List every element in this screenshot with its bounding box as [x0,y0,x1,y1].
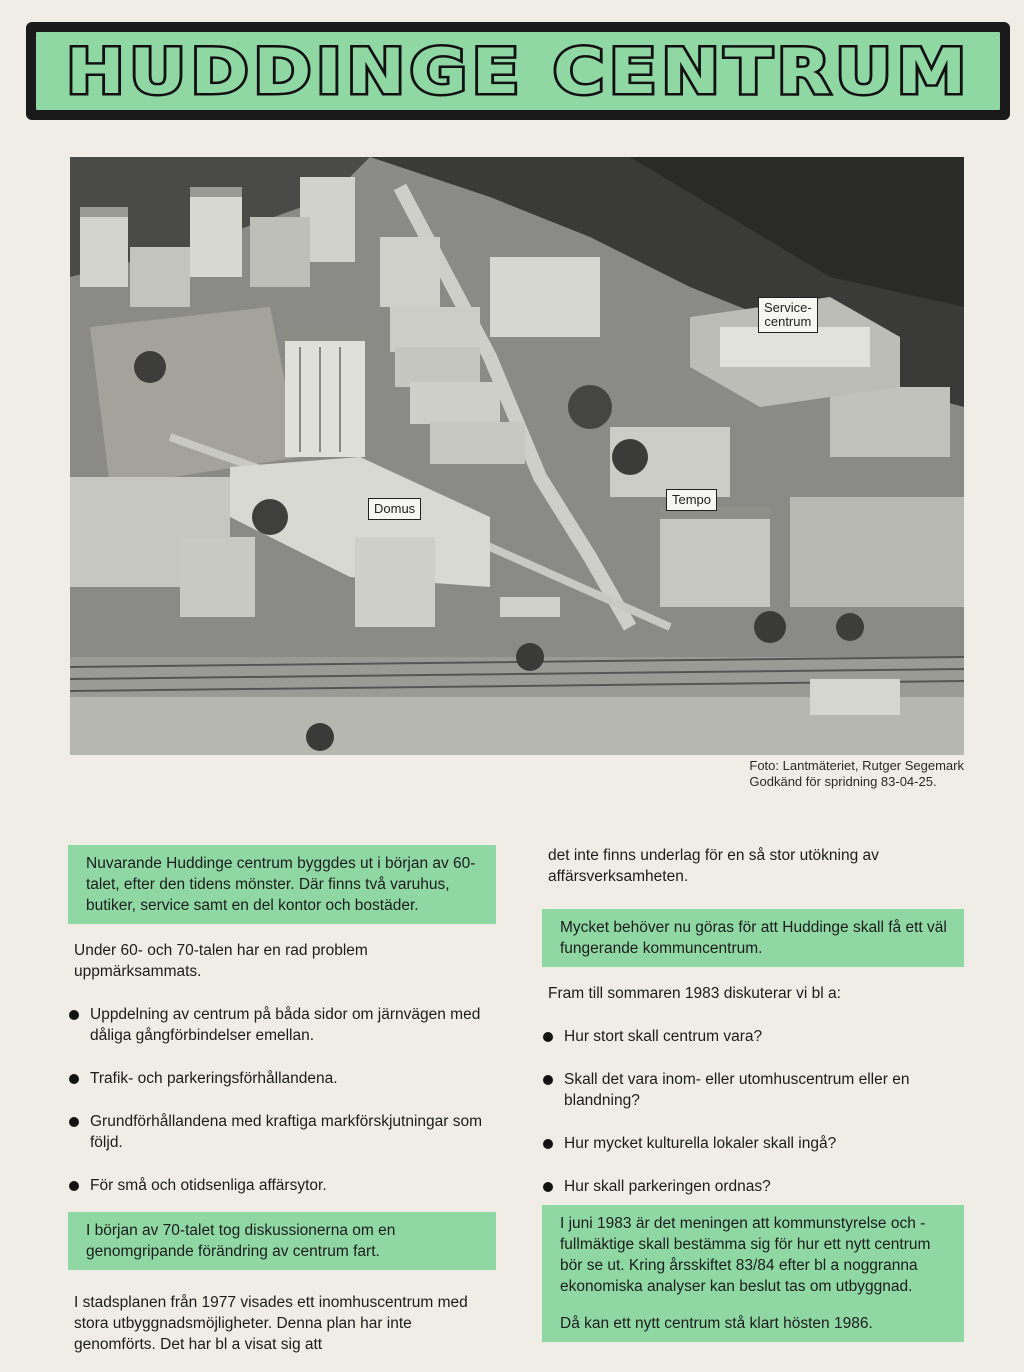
decision-text: I juni 1983 är det meningen att kommunstyrelse och -fullmäktige skall bestämma sig för hur ett nytt centrum bör se ut. Kring årsskiftet 83/84 efter bl a noggranna ekonomiska analyser kan beslut tas om utbyggnad. [560,1215,931,1295]
paragraph: I stadsplanen från 1977 visades ett inomhuscentrum med stora utbyggnadsmöjligheter. Denna plan har inte genomförts. Det har bl a visat sig att [74,1294,468,1353]
intro-box: Nuvarande Huddinge centrum byggdes ut i början av 60-talet, efter den tidens mönster. Där finns två varuhus, butiker, service samt en del kontor och bostäder. [68,845,496,924]
label-tempo: Tempo [666,489,717,511]
highlight-box: Mycket behöver nu göras för att Huddinge skall få ett väl fungerande kommuncentrum. [542,909,964,967]
aerial-photo [70,157,964,755]
label-service-centrum: Service- centrum [758,297,818,333]
photo-credit-line: Foto: Lantmäteriet, Rutger Segemark [749,758,964,773]
list-item: Hur stort skall centrum vara? [542,1026,964,1047]
photo-approval-line: Godkänd för spridning 83-04-25. [749,774,937,789]
label-domus: Domus [368,498,421,520]
photo-credit [749,758,964,790]
problem-list [68,1004,496,1196]
list-item: Hur skall parkeringen ordnas? [542,1176,964,1197]
title-banner [26,22,1010,120]
page-title: HUDDINGE CENTRUM [65,34,971,108]
completion-text: Då kan ett nytt centrum stå klart hösten 1986. [560,1315,873,1332]
list-item: Grundförhållandena med kraftiga markförskjutningar som följd. [68,1111,496,1153]
paragraph: Under 60- och 70-talen har en rad problem uppmärksammats. [74,942,368,980]
list-item: För små och otidsenliga affärsytor. [68,1175,496,1196]
left-column [68,845,496,1355]
list-item: Hur mycket kulturella lokaler skall ingå? [542,1133,964,1154]
list-item: Uppdelning av centrum på båda sidor om järnvägen med dåliga gångförbindelser emellan. [68,1004,496,1046]
list-item: Trafik- och parkeringsförhållandena. [68,1068,496,1089]
right-column [542,845,964,1342]
title-banner-inner [34,30,1002,112]
highlight-box: I början av 70-talet tog diskussionerna om en genomgripande förändring av centrum fart. [68,1212,496,1270]
paragraph: det inte finns underlag för en så stor utökning av affärsverksamheten. [548,847,879,885]
question-list [542,1026,964,1197]
decision-box [542,1205,964,1342]
paragraph: Fram till sommaren 1983 diskuterar vi bl a: [548,985,841,1002]
list-item: Skall det vara inom- eller utomhuscentrum eller en blandning? [542,1069,964,1111]
